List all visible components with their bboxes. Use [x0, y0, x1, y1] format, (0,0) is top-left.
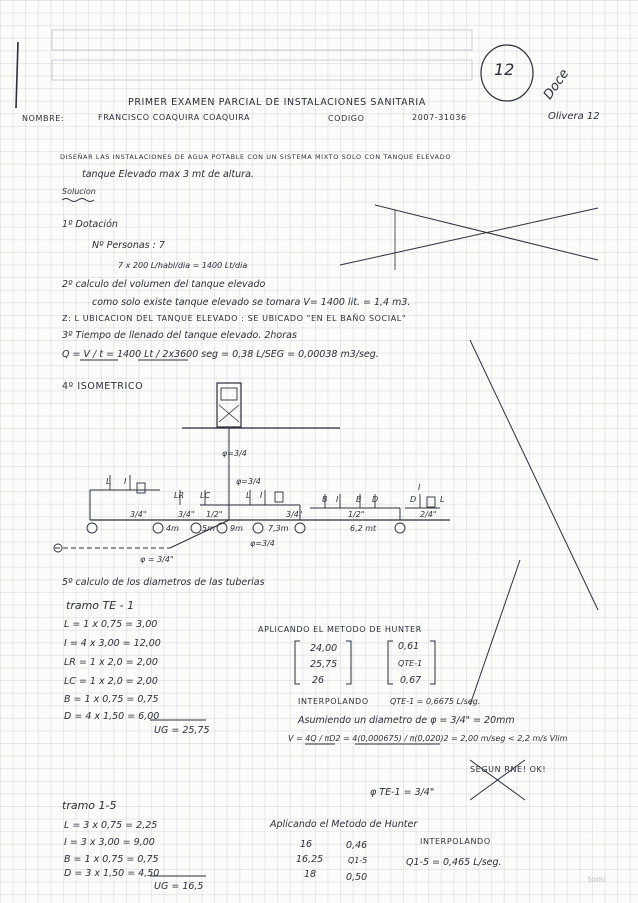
iso-label: L — [440, 495, 445, 504]
ug-row: LC = 1 x 2,0 = 2,00 — [64, 676, 158, 687]
iso-label: φ=3/4 — [222, 449, 247, 458]
tramo-1-5: tramo 1-5 — [62, 799, 117, 812]
solucion-heading: Solucion — [62, 187, 96, 196]
iso-label: 6,2 mt — [350, 524, 377, 533]
hunter2-heading: Aplicando el Metodo de Hunter — [270, 819, 418, 830]
iso-label: I — [336, 495, 339, 504]
ug-row: LR = 1 x 2,0 = 2,00 — [64, 657, 158, 668]
hunter2-value: 18 — [304, 869, 317, 880]
iso-label: D — [372, 495, 379, 504]
iso-label: 3/4" — [286, 510, 303, 519]
interpolando-label-2: INTERPOLANDO — [420, 837, 491, 846]
dotacion-personas: Nº Personas : 7 — [92, 240, 165, 251]
volumen-line-1: como solo existe tanque elevado se tomara V= 1400 lit. = 1,4 m3. — [92, 297, 411, 308]
volumen-line-3: 3º Tiempo de llenado del tanque elevado. 2horas — [62, 330, 297, 341]
hunter-value: 25,75 — [310, 659, 338, 670]
ug-row: I = 3 x 3,00 = 9,00 — [64, 837, 155, 848]
iso-label: φ = 3/4" — [140, 555, 174, 564]
tuberias-heading: 5º calculo de los diametros de las tuberias — [62, 577, 265, 588]
iso-label: LC — [200, 491, 211, 500]
iso-label: 3/4" — [178, 510, 195, 519]
ug-total: UG = 16,5 — [154, 881, 204, 892]
iso-label: L — [106, 477, 111, 486]
hunter-value: 24,00 — [310, 643, 338, 654]
volumen-heading: 2º calculo del volumen del tanque elevado — [62, 279, 266, 290]
hunter-value: 0,61 — [398, 641, 420, 652]
hunter2-value: 16,25 — [296, 854, 324, 865]
hunter-value: 26 — [312, 675, 325, 686]
segun-rne: SEGUN RNE! OK! — [470, 765, 547, 774]
iso-label: φ=3/4 — [236, 477, 261, 486]
iso-label: B — [356, 495, 362, 504]
iso-label: I — [124, 477, 127, 486]
problem-line-1: DISEÑAR LAS INSTALACIONES DE AGUA POTABLE CON UN SISTEMA MIXTO SOLO CON TANQUE ELEVADO — [60, 153, 452, 161]
ug-row: D = 3 x 1,50 = 4,50 — [64, 868, 160, 879]
hunter-value: 0,67 — [400, 675, 422, 686]
iso-label: I — [260, 491, 263, 500]
iso-label: 9m — [230, 524, 243, 533]
dotacion-calc: 7 x 200 L/habl/dia = 1400 Lt/dia — [118, 261, 248, 270]
hunter2-value: Q1-5 — [348, 856, 368, 865]
student-code: 2007-31036 — [412, 113, 467, 122]
ug-row: B = 1 x 0,75 = 0,75 — [64, 854, 159, 865]
hunter2-value: 0,50 — [346, 872, 368, 883]
iso-label: B — [322, 495, 328, 504]
hunter2-value: 0,46 — [346, 840, 368, 851]
velocity-calc: V = 4Q / πD2 = 4(0,000675) / π(0,020)2 = 2,00 m/seg < 2,2 m/s Vlim — [288, 734, 568, 743]
ug-row: B = 1 x 0,75 = 0,75 — [64, 694, 159, 705]
phi-te1-result: φ TE-1 = 3/4" — [370, 787, 435, 798]
iso-label: 7,3m — [268, 524, 289, 533]
hunter-heading: APLICANDO EL METODO DE HUNTER — [258, 625, 422, 634]
iso-label: LR — [174, 491, 185, 500]
dotacion-heading: 1º Dotación — [62, 219, 118, 230]
iso-label: 2/4" — [420, 510, 437, 519]
ug-row: I = 4 x 3,00 = 12,00 — [64, 638, 161, 649]
exam-title: PRIMER EXAMEN PARCIAL DE INSTALACIONES SANITARIA — [128, 97, 426, 108]
volumen-line-2: Z: L UBICACION DEL TANQUE ELEVADO : SE UBICADO "EN EL BAÑO SOCIAL" — [62, 314, 407, 323]
grader-signature: Olivera 12 — [548, 111, 600, 122]
ug-row: D = 4 x 1,50 = 6,00 — [64, 711, 160, 722]
q-te1-result: QTE-1 = 0,6675 L/seg. — [390, 697, 481, 706]
interpolando-label: INTERPOLANDO — [298, 697, 369, 706]
ug-total: UG = 25,75 — [154, 725, 210, 736]
iso-label: 3/4" — [130, 510, 147, 519]
hunter2-value: 16 — [300, 839, 313, 850]
iso-label: φ=3/4 — [250, 539, 275, 548]
iso-label: L — [246, 491, 251, 500]
grade-number: 12 — [494, 60, 515, 79]
iso-label: 1/2" — [206, 510, 223, 519]
q-15-result: Q1-5 = 0,465 L/seg. — [406, 857, 502, 868]
grade-word: Doce — [540, 66, 573, 103]
iso-label: 5m — [202, 524, 215, 533]
hunter-value: QTE-1 — [398, 659, 423, 668]
ug-row: L = 1 x 0,75 = 3,00 — [64, 619, 158, 630]
iso-label: I — [418, 483, 421, 492]
asumiendo-diametro: Asumiendo un diametro de φ = 3/4" = 20mm — [298, 715, 515, 726]
iso-label: 1/2" — [348, 510, 365, 519]
isometrico-heading: 4º ISOMETRICO — [62, 381, 144, 392]
caudal-calc: Q = V / t = 1400 Lt / 2x3600 seg = 0,38 L/SEG = 0,00038 m3/seg. — [62, 349, 379, 360]
problem-line-2: tanque Elevado max 3 mt de altura. — [82, 169, 254, 180]
student-name: FRANCISCO COAQUIRA COAQUIRA — [98, 113, 251, 122]
iso-label: D — [410, 495, 417, 504]
tramo-te-1: tramo TE - 1 — [66, 599, 135, 612]
watermark-tomi: tomi — [588, 875, 607, 884]
codigo-label: CODIGO — [328, 114, 365, 123]
ug-row: L = 3 x 0,75 = 2,25 — [64, 820, 158, 831]
iso-label: 4m — [166, 524, 179, 533]
nombre-label: NOMBRE: — [22, 114, 65, 123]
